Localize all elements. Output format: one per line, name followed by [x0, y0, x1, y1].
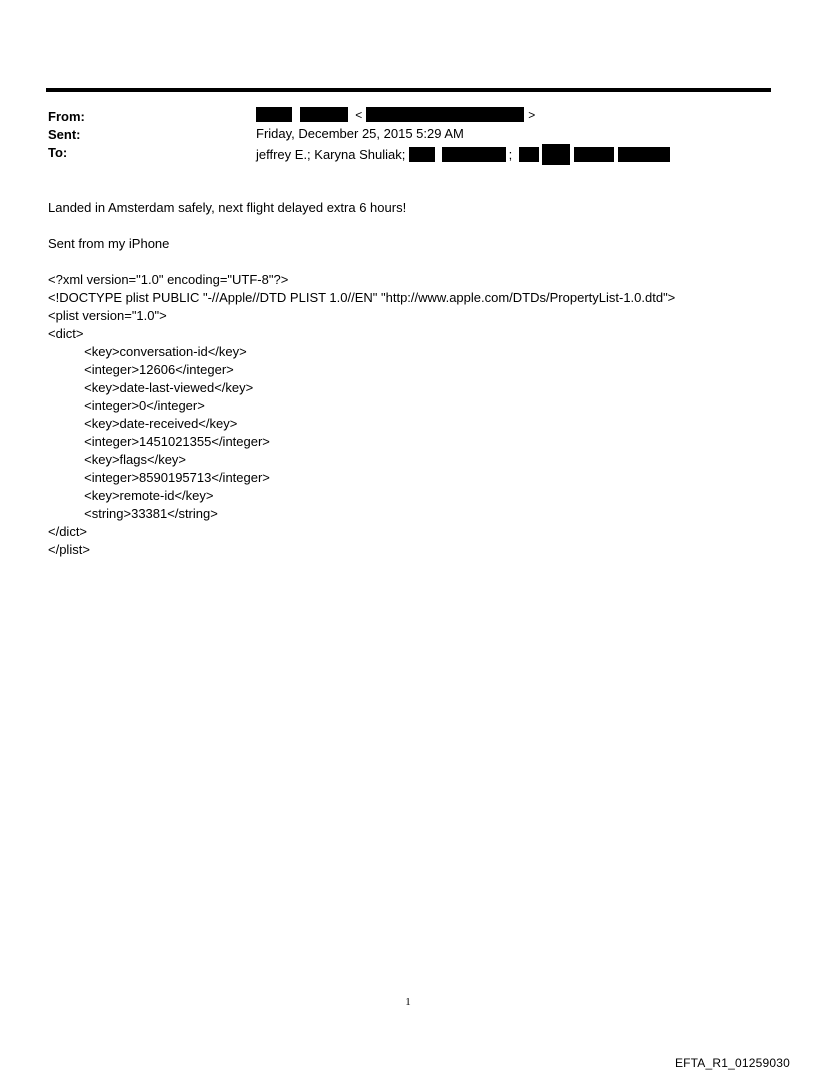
xml-line: <key>conversation-id</key> [48, 344, 247, 359]
sent-label: Sent: [48, 127, 81, 142]
from-email-close: > [528, 108, 536, 122]
xml-line: <integer>1451021355</integer> [48, 434, 270, 449]
xml-line: <dict> [48, 326, 84, 341]
xml-line: <?xml version="1.0" encoding="UTF-8"?> [48, 272, 289, 287]
redaction-box [366, 107, 524, 122]
xml-line: <plist version="1.0"> [48, 308, 167, 323]
signature-text: Sent from my iPhone [48, 236, 170, 251]
xml-line: <key>flags</key> [48, 452, 187, 467]
xml-line: </dict> [48, 524, 88, 539]
xml-line: <key>remote-id</key> [48, 488, 214, 503]
xml-line: <key>date-received</key> [48, 416, 238, 431]
to-value [256, 144, 670, 165]
bates-number: EFTA_R1_01259030 [674, 1056, 790, 1070]
message-text: Landed in Amsterdam safely, next flight delayed extra 6 hours! [48, 200, 407, 215]
xml-line: <integer>12606</integer> [48, 362, 234, 377]
redaction-box [574, 147, 614, 162]
redaction-box [442, 147, 506, 162]
redaction-box [300, 107, 348, 122]
redaction-box [519, 147, 539, 162]
page-number: 1 [405, 996, 411, 1008]
to-recipients-text: jeffrey E.; Karyna Shuliak; [256, 147, 406, 162]
xml-line: <!DOCTYPE plist PUBLIC "-//Apple//DTD PLIST 1.0//EN" "http://www.apple.com/DTDs/PropertyList-1.0.dtd"> [48, 290, 676, 305]
to-label: To: [48, 145, 68, 160]
xml-block [48, 253, 675, 577]
header-divider [46, 88, 771, 92]
to-separator: ; [508, 147, 513, 162]
from-email-open: < [355, 108, 363, 122]
redaction-box [256, 107, 292, 122]
redaction-box [409, 147, 435, 162]
xml-line: <string>33381</string> [48, 506, 218, 521]
redaction-box [618, 147, 670, 162]
xml-line: </plist> [48, 542, 90, 557]
xml-line: <integer>0</integer> [48, 398, 205, 413]
xml-line: <key>date-last-viewed</key> [48, 380, 254, 395]
from-value [256, 107, 539, 123]
xml-line: <integer>8590195713</integer> [48, 470, 270, 485]
redaction-box [542, 144, 570, 165]
sent-value: Friday, December 25, 2015 5:29 AM [256, 126, 464, 141]
from-label: From: [48, 109, 85, 124]
